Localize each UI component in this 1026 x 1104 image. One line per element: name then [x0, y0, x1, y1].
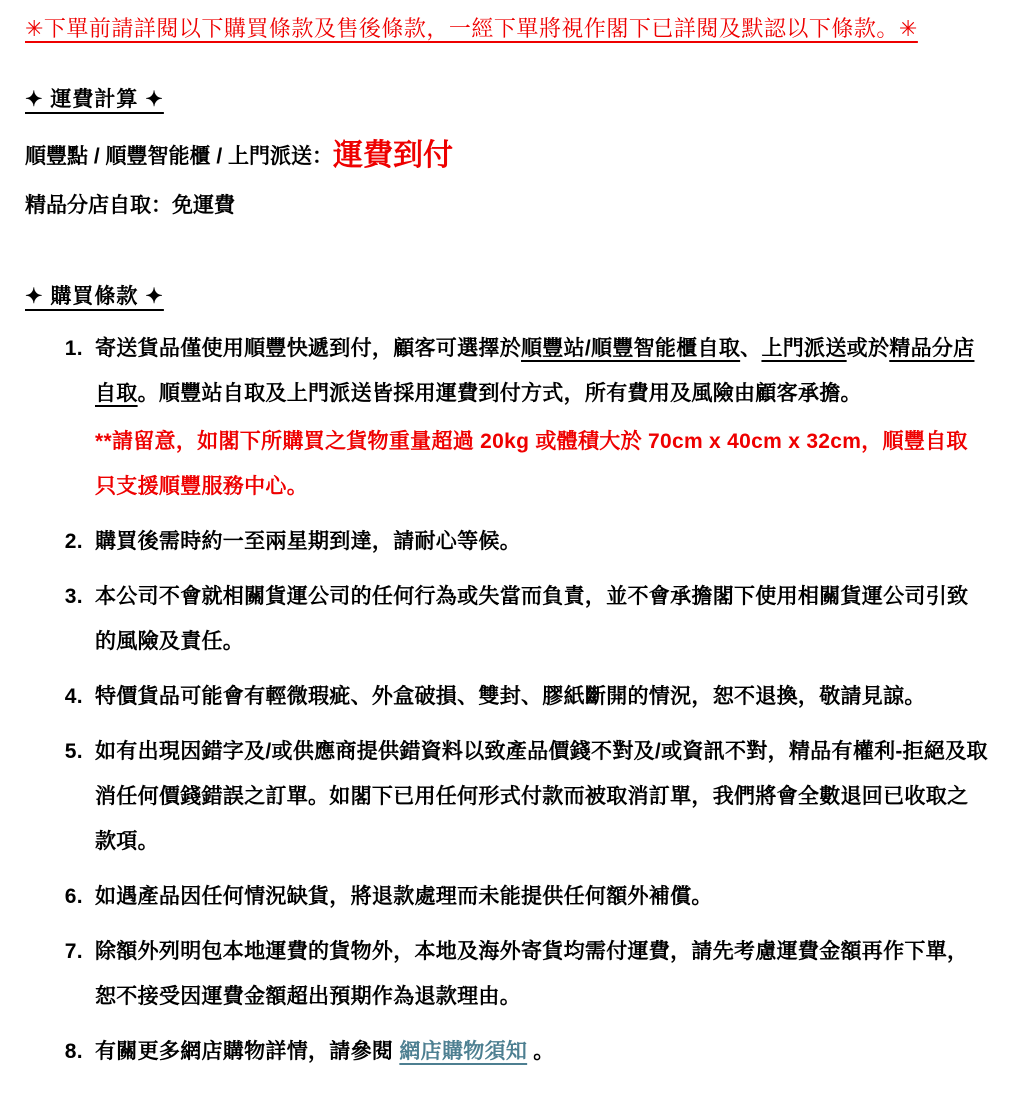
term-item	[89, 929, 988, 1019]
term-text: 精品分店自取	[95, 337, 975, 405]
term-item	[89, 574, 988, 664]
term-text: 本公司不會就相關貨運公司的任何行為或失當而負責，並不會承擔閣下使用相關貨運公司引致的風險及責任。	[95, 585, 969, 653]
term-text: 。	[527, 1040, 555, 1063]
freight-collect-value: 運費到付	[333, 139, 454, 172]
term-item	[89, 874, 988, 919]
term-text: 購買後需時約一至兩星期到達，請耐心等候。	[95, 530, 521, 553]
term-text: 寄送貨品僅使用順豐快遞到付，顧客可選擇於	[95, 337, 521, 360]
term-text: 。順豐站自取及上門派送皆採用運費到付方式，所有費用及風險由顧客承擔。	[137, 382, 862, 405]
store-pickup-line: 精品分店自取：免運費	[25, 194, 235, 217]
term-item	[89, 326, 988, 509]
terms-list	[25, 326, 988, 1074]
term-text: 、	[740, 337, 762, 360]
online-store-shopping-guide-link[interactable]: 網店購物須知	[399, 1040, 528, 1063]
shipping-methods-label: 順豐點 / 順豐智能櫃 / 上門派送：	[25, 145, 334, 168]
term-text: 有關更多網店購物詳情，請參閱	[95, 1040, 400, 1063]
shipping-fee-heading: ✦ 運費計算 ✦	[25, 88, 164, 111]
term-item	[89, 1029, 988, 1074]
pre-order-notice-banner: ✳下單前請詳閱以下購買條款及售後條款，一經下單將視作閣下已詳閱及默認以下條款。✳	[25, 16, 918, 41]
term-text: 特價貨品可能會有輕微瑕疵、外盒破損、雙封、膠紙斷開的情況，恕不退換，敬請見諒。	[95, 685, 926, 708]
term-text: 如遇產品因任何情況缺貨，將退款處理而未能提供任何額外補償。	[95, 885, 713, 908]
term-item	[89, 519, 988, 564]
term-item	[89, 729, 988, 864]
shipping-methods-line	[25, 137, 988, 176]
term-text: 順豐站/順豐智能櫃自取	[521, 337, 741, 360]
term-text: 如有出現因錯字及/或供應商提供錯資料以致產品價錢不對及/或資訊不對，精品有權利-拒絕及取消任何價錢錯誤之訂單。如閣下已用任何形式付款而被取消訂單，我們將會全數退回已收取之款項。	[95, 740, 988, 853]
term-text: 上門派送	[761, 337, 847, 360]
term-item	[89, 674, 988, 719]
oversize-shipping-note: **請留意，如閣下所購買之貨物重量超過 20kg 或體積大於 70cm x 40cm x 32cm，順豐自取只支援順豐服務中心。	[95, 430, 968, 498]
purchase-terms-heading: ✦ 購買條款 ✦	[25, 285, 164, 308]
term-text: 除額外列明包本地運費的貨物外，本地及海外寄貨均需付運費，請先考慮運費金額再作下單，恕不接受因運費金額超出預期作為退款理由。	[95, 940, 969, 1008]
term-text: 或於	[846, 337, 890, 360]
